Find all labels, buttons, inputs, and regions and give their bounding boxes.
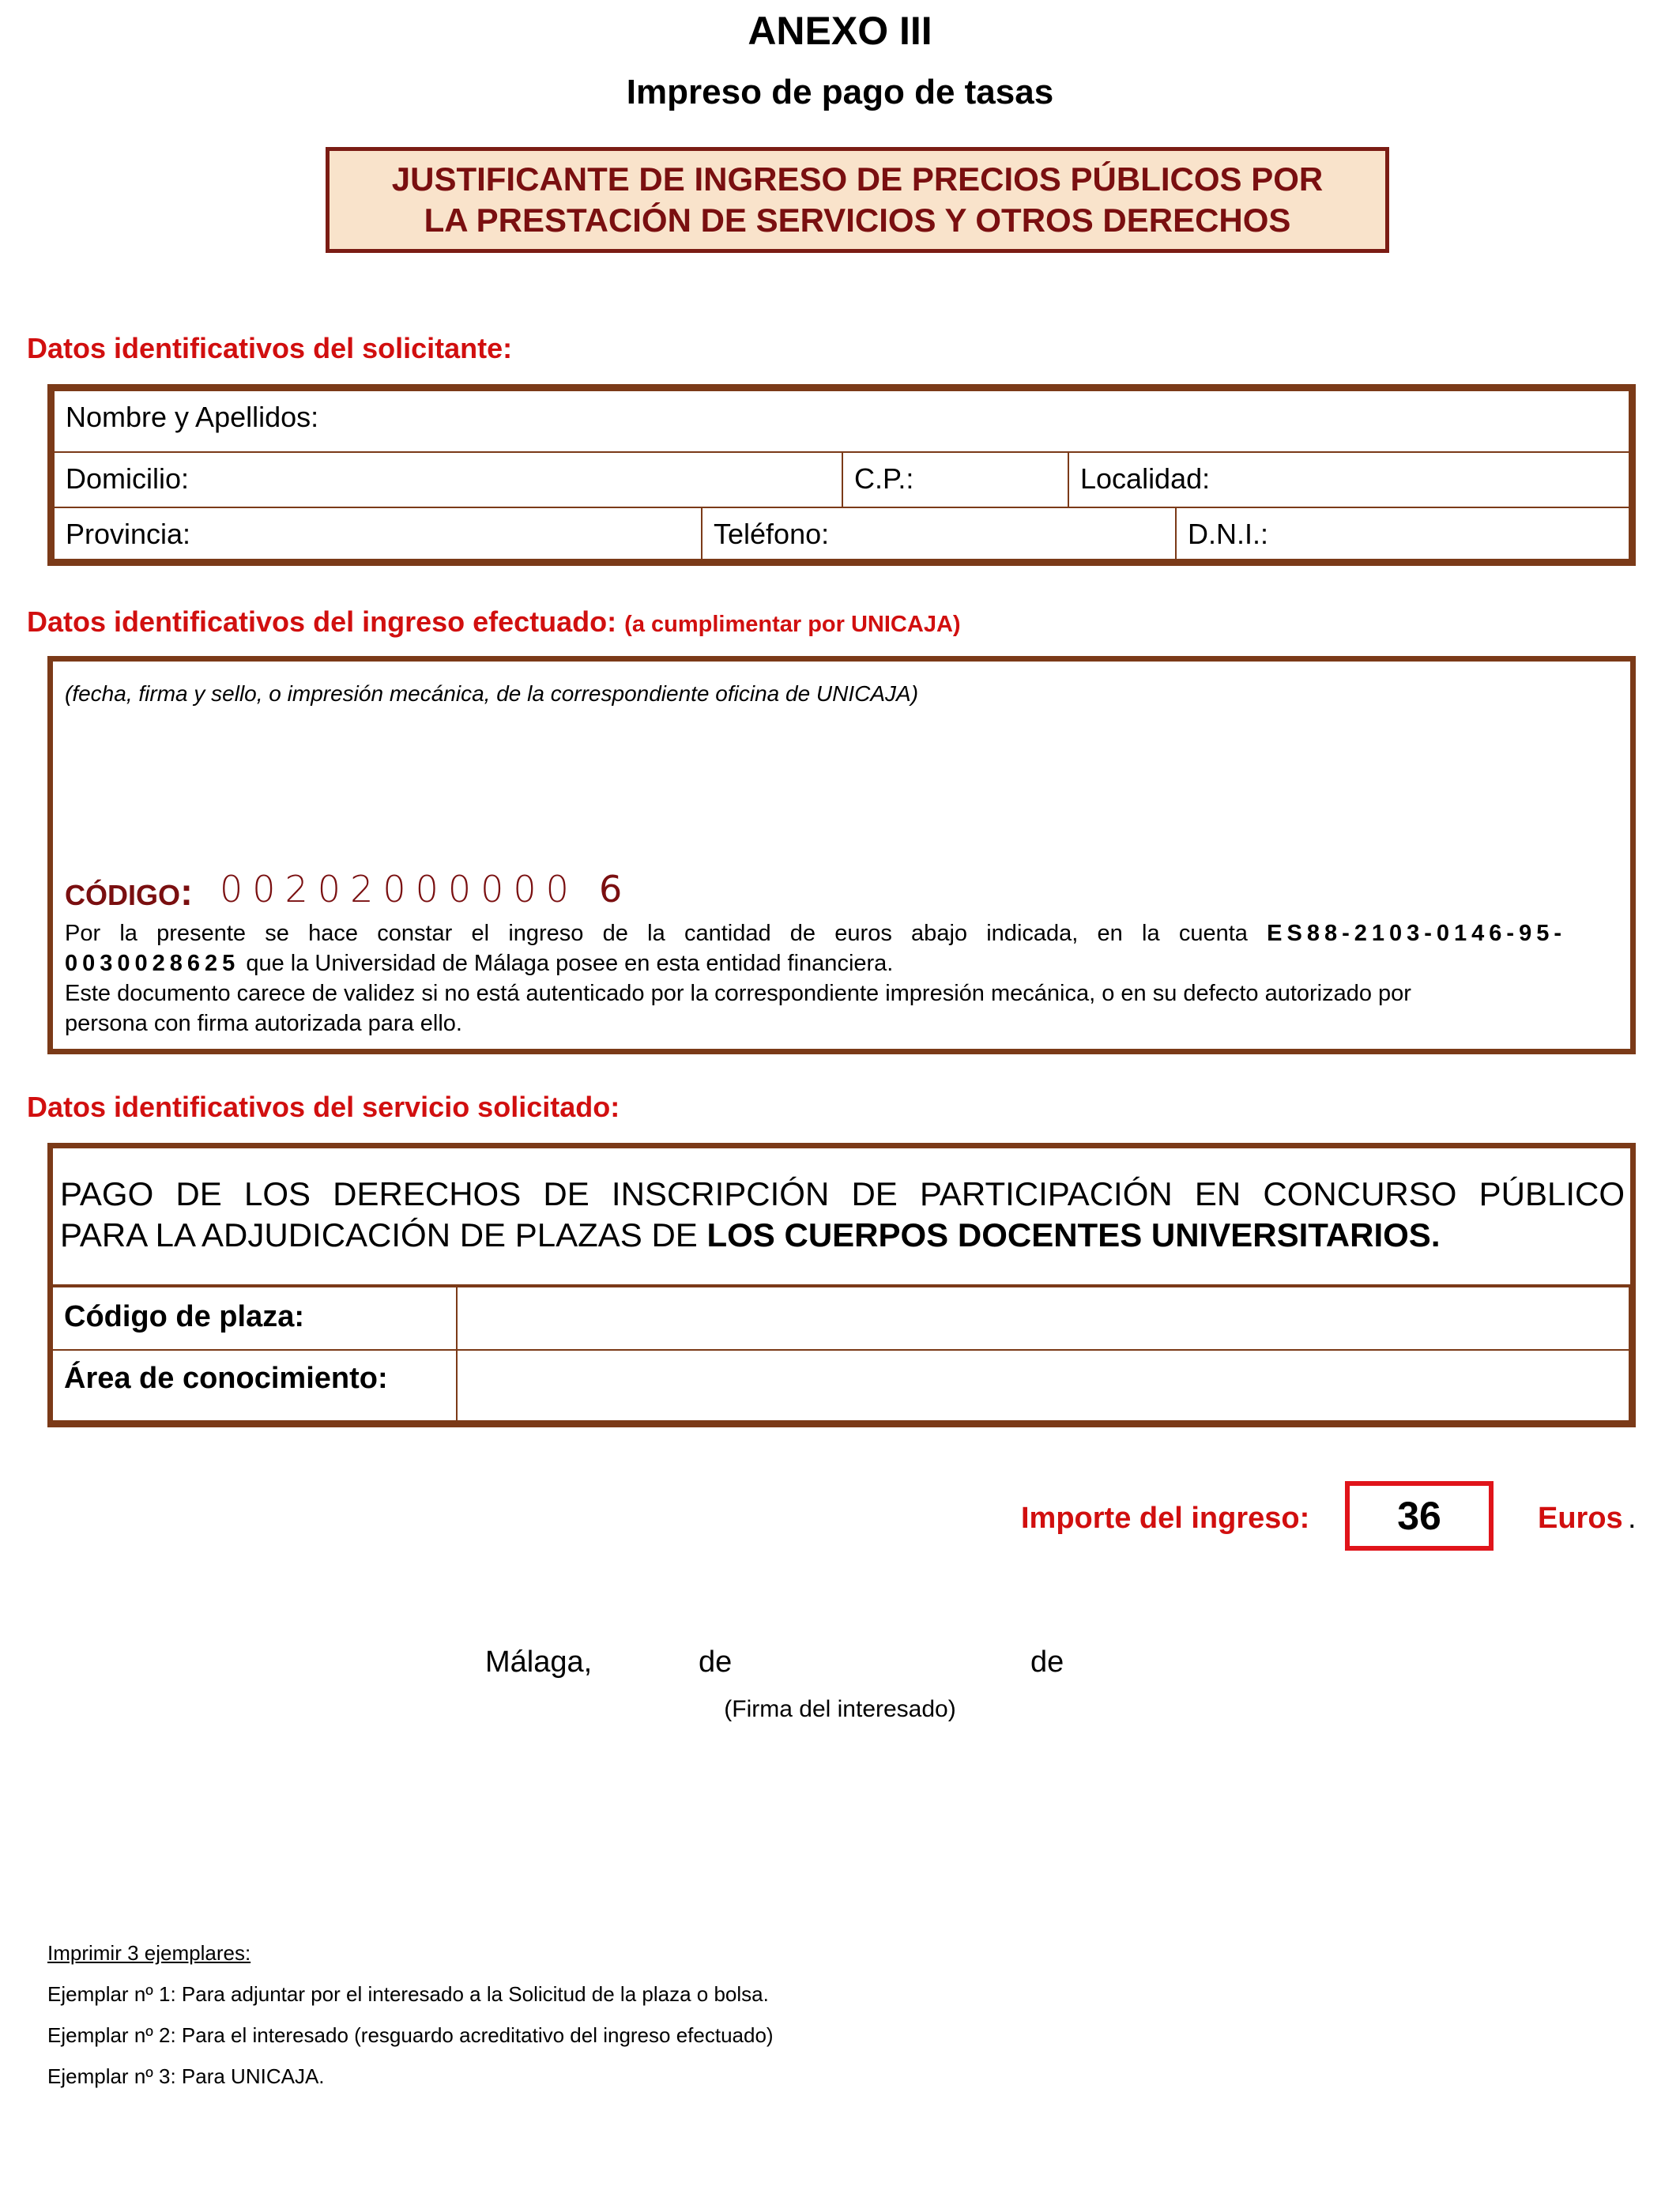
servicio-line-1: PAGO DE LOS DERECHOS DE INSCRIPCIÓN DE PARTICIPACIÓN EN CONCURSO PÚBLICO — [60, 1175, 1625, 1212]
ingreso-paragraph-end: que la Universidad de Málaga posee en esta entidad financiera. — [246, 951, 894, 976]
account-number-part-2: 0030028625 — [65, 951, 240, 976]
nombre-label: Nombre y Apellidos: — [66, 401, 319, 433]
currency-label: Euros — [1538, 1502, 1623, 1535]
copy-instruction-1: Ejemplar nº 1: Para adjuntar por el interesado a la Solicitud de la plaza o bolsa. — [47, 1982, 769, 2006]
telefono-label: Teléfono: — [714, 518, 830, 550]
importe-amount: 36 — [1397, 1494, 1441, 1538]
copy-instruction-3: Ejemplar nº 3: Para UNICAJA. — [47, 2064, 325, 2088]
section-heading-ingreso — [27, 605, 961, 639]
telefono-field[interactable] — [701, 507, 1177, 560]
form-title-line-1: JUSTIFICANTE DE INGRESO DE PRECIOS PÚBLICOS POR — [391, 160, 1324, 198]
dni-field[interactable] — [1175, 507, 1630, 560]
codigo-label — [65, 871, 193, 914]
area-label: Área de conocimiento: — [64, 1362, 388, 1395]
cp-label: C.P.: — [854, 462, 914, 495]
codigo-plaza-label: Código de plaza: — [64, 1300, 304, 1333]
page-subtitle: Impreso de pago de tasas — [626, 73, 1054, 111]
solicitante-table — [47, 384, 1636, 566]
ingreso-heading-text: Datos identificativos del ingreso efectuado: — [27, 605, 617, 638]
form-title-box — [326, 147, 1389, 253]
servicio-line-2: PARA LA ADJUDICACIÓN DE PLAZAS DE — [60, 1216, 698, 1253]
signature-date-de-2: de — [1030, 1646, 1064, 1679]
ingreso-heading-note: (a cumplimentar por UNICAJA) — [624, 612, 961, 637]
validity-notice-line-2: persona con firma autorizada para ello. — [65, 1011, 462, 1036]
ingreso-paragraph-text: Por la presente se hace constar el ingreso de la cantidad de euros abajo indicada, en la cuenta — [65, 921, 1248, 946]
codigo-colon: : — [180, 872, 193, 914]
servicio-line-2-bold: LOS CUERPOS DOCENTES UNIVERSITARIOS. — [706, 1216, 1441, 1253]
domicilio-label: Domicilio: — [66, 462, 190, 495]
localidad-label: Localidad: — [1080, 462, 1211, 495]
cp-field[interactable] — [842, 451, 1069, 508]
annex-title: ANEXO III — [748, 9, 932, 53]
servicio-divider — [53, 1284, 1630, 1287]
form-title-line-2: LA PRESTACIÓN DE SERVICIOS Y OTROS DERECHOS — [424, 202, 1291, 239]
area-input[interactable] — [456, 1349, 1630, 1422]
print-copies-title: Imprimir 3 ejemplares: — [47, 1941, 251, 1965]
codigo-number: 00202000000 — [220, 868, 578, 910]
section-heading-solicitante: Datos identificativos del solicitante: — [27, 332, 513, 364]
signature-place: Málaga, — [485, 1646, 593, 1679]
validity-notice-line-1: Este documento carece de validez si no está autenticado por la correspondiente impresión mecánica, o en su defecto autorizado por — [65, 981, 1411, 1006]
localidad-field[interactable] — [1068, 451, 1630, 508]
signature-caption: (Firma del interesado) — [724, 1696, 956, 1722]
section-heading-servicio: Datos identificativos del servicio solicitado: — [27, 1091, 620, 1123]
provincia-label: Provincia: — [66, 518, 191, 550]
account-number-part-1: ES88-2103-0146-95- — [1267, 921, 1566, 946]
domicilio-field[interactable] — [53, 451, 843, 508]
provincia-field[interactable] — [53, 507, 703, 560]
servicio-description — [60, 1174, 1625, 1256]
dni-label: D.N.I.: — [1188, 518, 1269, 550]
ingreso-paragraph-line-2 — [65, 948, 1566, 978]
nombre-field[interactable] — [53, 390, 1630, 453]
codigo-label-text: CÓDIGO — [65, 879, 181, 911]
ingreso-stamp-note: (fecha, firma y sello, o impresión mecánica, de la correspondiente oficina de UNICAJA) — [65, 681, 919, 706]
codigo-plaza-input[interactable] — [456, 1286, 1630, 1351]
signature-date-de-1: de — [699, 1646, 733, 1679]
copy-instruction-2: Ejemplar nº 2: Para el interesado (resguardo acreditativo del ingreso efectuado) — [47, 2023, 774, 2047]
currency-period: . — [1628, 1502, 1637, 1535]
ingreso-paragraph-line-1 — [65, 918, 1566, 948]
importe-amount-box — [1345, 1481, 1494, 1551]
importe-label: Importe del ingreso: — [1021, 1502, 1310, 1535]
codigo-check-digit: 6 — [599, 868, 623, 910]
